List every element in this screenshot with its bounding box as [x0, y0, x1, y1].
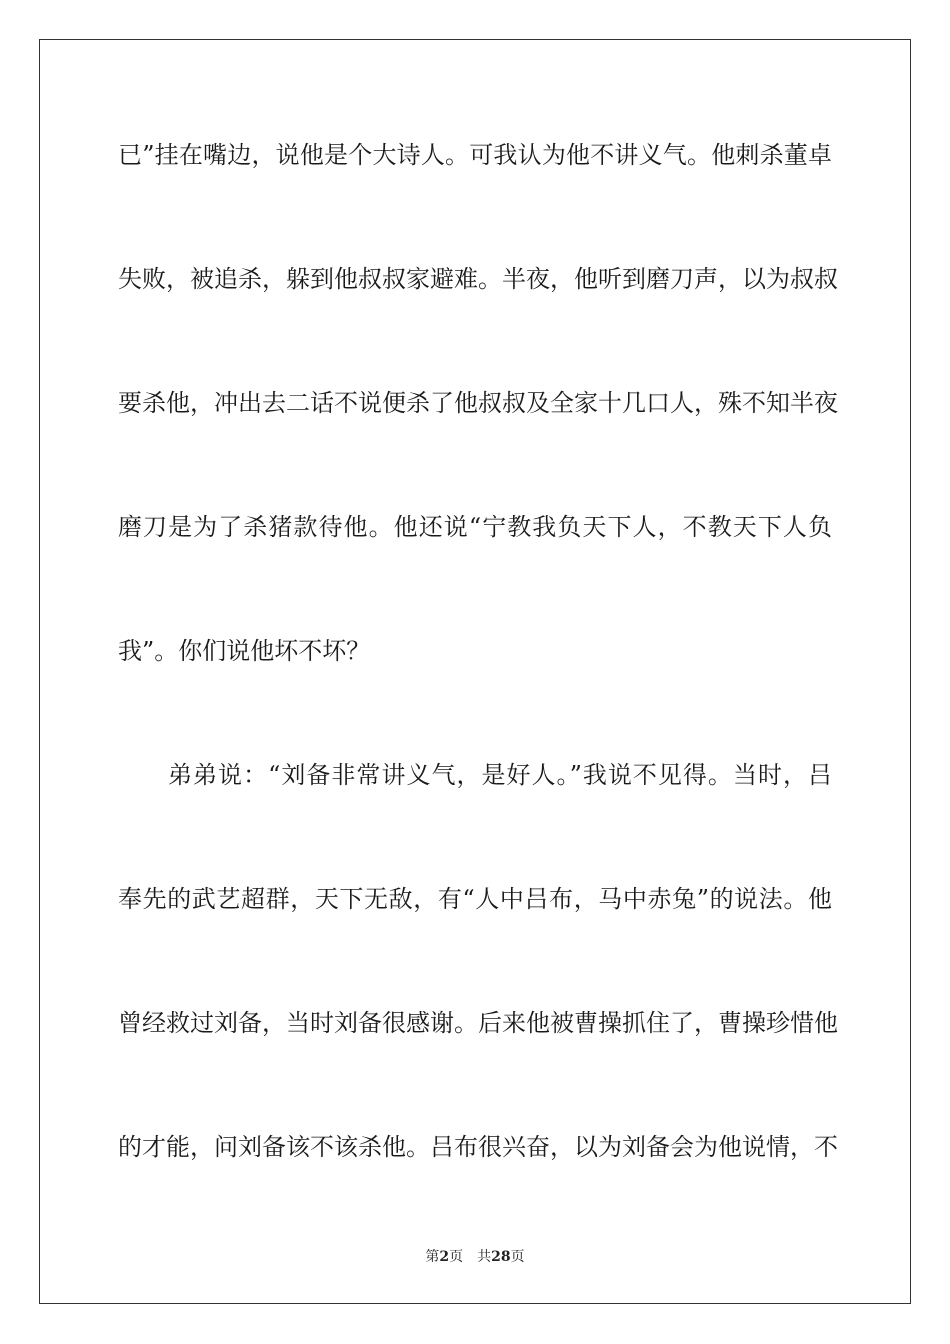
page-suffix: 页: [449, 1249, 464, 1265]
total-prefix: 共: [477, 1249, 492, 1265]
text-line: 要杀他，冲出去二话不说便杀了他叔叔及全家十几口人，殊不知半夜: [118, 389, 838, 417]
page-prefix: 第: [425, 1249, 440, 1265]
text-line: 奉先的武艺超群，天下无敌，有“人中吕布，马中赤兔”的说法。他: [118, 885, 832, 913]
text-line: 的才能，问刘备该不该杀他。吕布很兴奋，以为刘备会为他说情，不: [118, 1133, 838, 1161]
text-line: 弟弟说：“刘备非常讲义气，是好人。”我说不见得。当时，吕: [118, 761, 832, 789]
text-line: 已”挂在嘴边，说他是个大诗人。可我认为他不讲义气。他刺杀董卓: [118, 141, 832, 169]
page-footer: [0, 1248, 950, 1266]
text-line: 我”。你们说他坏不坏？: [118, 637, 371, 665]
text-line: 磨刀是为了杀猪款待他。他还说“宁教我负天下人，不教天下人负: [118, 513, 832, 541]
page-border: [39, 39, 911, 1304]
page-number: 2: [439, 1249, 450, 1265]
total-pages: 28: [491, 1249, 511, 1265]
total-suffix: 页: [510, 1249, 525, 1265]
text-line: 失败，被追杀，躲到他叔叔家避难。半夜，他听到磨刀声，以为叔叔: [118, 265, 838, 293]
text-line: 曾经救过刘备，当时刘备很感谢。后来他被曹操抓住了，曹操珍惜他: [118, 1009, 838, 1037]
